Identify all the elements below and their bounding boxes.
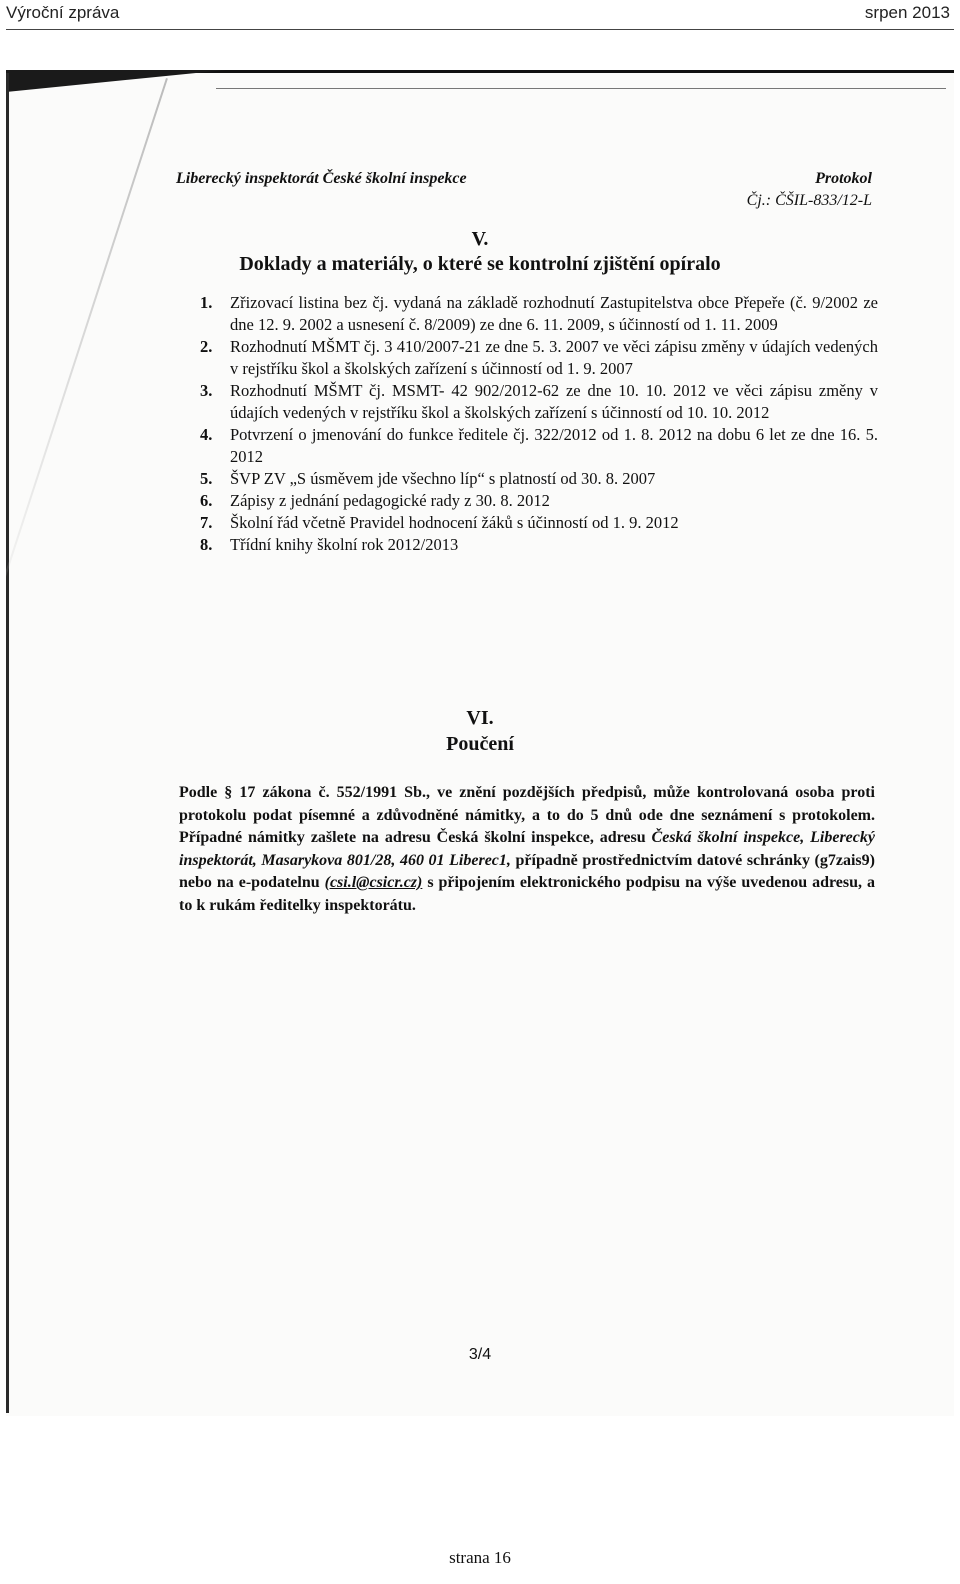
institution-name: Liberecký inspektorát České školní inspekce [176, 170, 467, 187]
section-5-title: Doklady a materiály, o které se kontrolní zjištění opíralo [239, 253, 721, 275]
section-6-title: Poučení [446, 733, 514, 755]
list-item: 3. Rozhodnutí MŠMT čj. MSMT- 42 902/2012-62 ze dne 10. 10. 2012 ve věci zápisu změny v údajích vedených v rejstříku škol a školských zařízení s účinností od 10. 10. 2012 [200, 381, 878, 422]
inspectorate-address: Česká školní inspekce, Liberecký inspektorát, Masarykova 801/28, 460 01 Liberec1, [179, 829, 875, 869]
documents-list [178, 292, 878, 556]
page-header [0, 0, 960, 30]
protocol-label: Protokol [815, 170, 872, 187]
list-item: 6. Zápisy z jednání pedagogické rady z 30. 8. 2012 [200, 491, 550, 510]
report-title: Výroční zpráva [6, 3, 120, 22]
document-body [6, 70, 954, 1416]
scan-page-number: 3/4 [468, 1346, 492, 1363]
section-6-number: VI. [466, 707, 494, 729]
list-item: 7. Školní řád včetně Pravidel hodnocení žáků s účinností od 1. 9. 2012 [200, 513, 679, 532]
header-rule [6, 29, 954, 30]
list-item: 5. ŠVP ZV „S úsměvem jde všechno líp“ s platností od 30. 8. 2007 [200, 469, 656, 488]
instruction-paragraph: Podle § 17 zákona č. 552/1991 Sb., ve znění pozdějších předpisů, může kontrolovaná osoba proti protokolu podat písemné a zdůvodněné námitky, a to do 5 dnů ode dne seznámení s protokolem. Případné námitky zašlete na adresu Česká školní inspekce, adresu Česká školní inspekce, Liberecký inspektorát, Masarykova 801/28, 460 01 Liberec1, případně prostřednictvím datové schránky (g7zais9) nebo na e-podatelnu (csi.l@csicr.cz) s připojením elektronického podpisu na výše uvedenou adresu, a to k rukám ředitelky inspektorátu. [179, 784, 875, 914]
list-item: 2. Rozhodnutí MŠMT čj. 3 410/2007-21 ze dne 5. 3. 2007 ve věci zápisu změny v údajích vedených v rejstříku škol a školských zařízení s účinností od 1. 9. 2007 [200, 337, 878, 378]
reference-number: Čj.: ČŠIL-833/12-L [746, 192, 872, 209]
email-link[interactable]: (csi.l@csicr.cz) [324, 874, 423, 891]
list-item: 4. Potvrzení o jmenování do funkce ředitele čj. 322/2012 od 1. 8. 2012 na dobu 6 let ze dne 16. 5. 2012 [200, 425, 878, 466]
scanned-page [6, 70, 954, 1416]
page-footer: strana 16 [449, 1548, 511, 1567]
list-item: 1. Zřizovací listina bez čj. vydaná na základě rozhodnutí Zastupitelstva obce Přepeře (č. 9/2002 ze dne 12. 9. 2002 a usnesení č. 8/2009) ze dne 6. 11. 2009, s účinností od 1. 11. 2009 [200, 293, 878, 334]
list-item: 8. Třídní knihy školní rok 2012/2013 [200, 535, 459, 554]
report-date: srpen 2013 [864, 3, 950, 22]
section-5-number: V. [471, 228, 489, 250]
